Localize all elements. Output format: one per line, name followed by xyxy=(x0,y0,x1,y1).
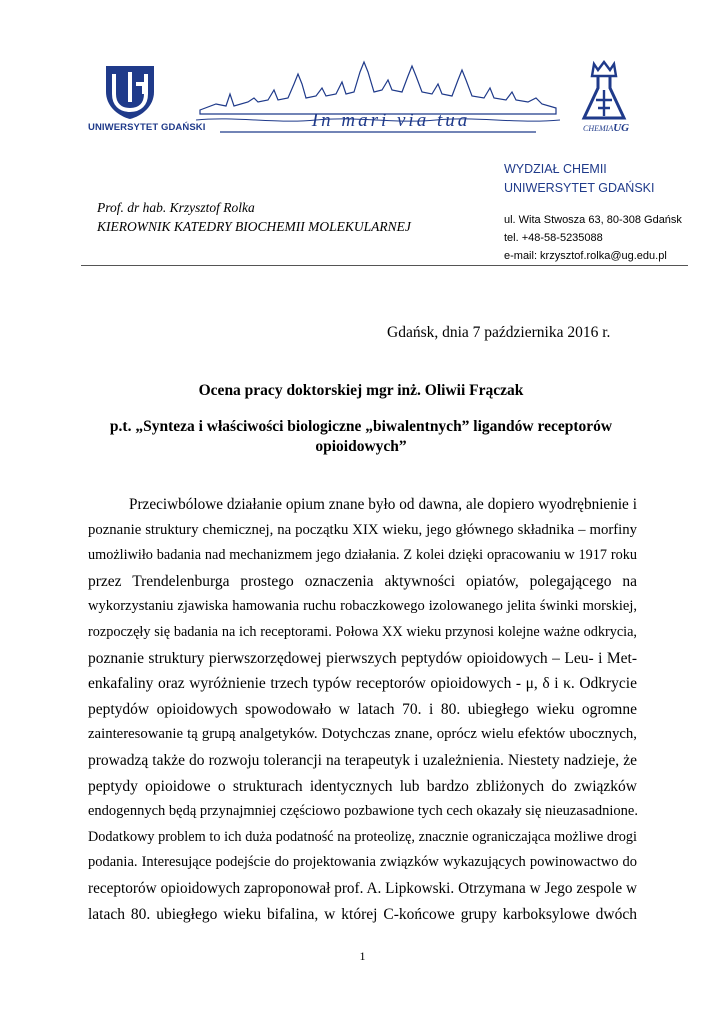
paragraph-line: peptydy opioidowe o strukturach identycznych lub bardzo zbliżonych do związków xyxy=(88,777,637,795)
chemistry-logo-text xyxy=(583,122,629,134)
chemistry-logo-ug: UG xyxy=(613,122,630,134)
paragraph-line: enkafaliny oraz wyróżnienie trzech typów receptorów opioidowych - μ, δ i κ. Odkrycie xyxy=(88,675,637,693)
paragraph-line: poznanie struktury pierwszorzędowej pierwszych peptydów opioidowych – Leu- i Met- xyxy=(88,649,637,667)
author-block xyxy=(97,198,411,236)
university-shield-icon xyxy=(100,64,160,120)
paragraph-line: zainteresowanie tą grupą analgetyków. Dotychczas znane, oprócz wielu efektów ubocznych, xyxy=(88,726,637,743)
department-block xyxy=(504,160,654,198)
page-number: 1 xyxy=(359,949,366,963)
department-name: WYDZIAŁ CHEMII xyxy=(504,162,607,176)
university-logo-text: UNIWERSYTET GDAŃSKI xyxy=(88,122,206,133)
contact-block xyxy=(504,211,682,265)
paragraph-line: poznanie struktury chemicznej, na początku XIX wieku, jego głównego składnika – morfiny xyxy=(88,521,637,538)
paragraph-line: umożliwiło badania nad mechanizmem jego działania. Z kolei dzięki opracowaniu w 1917 roku xyxy=(88,547,637,564)
header-divider xyxy=(81,265,688,266)
paragraph-line: peptydów opioidowych spowodowało w latach 70. i 80. ubiegłego wieku ogromne xyxy=(88,700,637,718)
paragraph-line: podania. Interesujące podejście do projektowania związków wykazujących powinowactwo do xyxy=(88,854,637,871)
body-paragraph xyxy=(88,492,637,927)
chemistry-logo-word: CHEMIA xyxy=(583,124,614,133)
thesis-title: p.t. „Synteza i właściwości biologiczne „biwalentnych” ligandów receptorów opioidowych” xyxy=(109,418,613,455)
university-logo xyxy=(88,64,206,146)
department-university: UNIWERSYTET GDAŃSKI xyxy=(504,181,655,195)
author-name: Prof. dr hab. Krzysztof Rolka xyxy=(97,200,255,215)
paragraph-line: rozpoczęły się badania na ich receptorami. Połowa XX wieku przynosi kolejne ważne odkrycia, xyxy=(88,623,637,640)
date-line: Gdańsk, dnia 7 października 2016 r. xyxy=(387,324,611,341)
paragraph-line: prowadzą także do rozwoju tolerancji na terapeutyk i uzależnienia. Niestety nadzieje, że xyxy=(88,751,637,769)
paragraph-line: endogennych będą przynajmniej częściowo pozbawione tych cech okazały się nieuzasadnione. xyxy=(88,803,638,820)
author-role: KIEROWNIK KATEDRY BIOCHEMII MOLEKULARNEJ xyxy=(97,219,411,234)
contact-email: e-mail: krzysztof.rolka@ug.edu.pl xyxy=(504,250,667,262)
paragraph-line: Dodatkowy problem to ich duża podatność na proteolizę, znacznie ograniczająca możliwe drogi xyxy=(88,828,637,845)
paragraph-line: wykorzystaniu zjawiska hamowania ruchu robaczkowego izolowanego jelita świnki morskiej, xyxy=(88,598,637,615)
contact-phone: tel. +48-58-5235088 xyxy=(504,232,603,244)
contact-address: ul. Wita Stwosza 63, 80-308 Gdańsk xyxy=(504,214,682,226)
review-title: Ocena pracy doktorskiej mgr inż. Oliwii Frączak xyxy=(198,382,524,399)
university-motto: In mari via tua xyxy=(311,110,471,131)
paragraph-line: receptorów opioidowych zaproponował prof. A. Lipkowski. Otrzymana w Jego zespole w xyxy=(88,879,637,897)
paragraph-line: przez Trendelenburga prostego oznaczenia aktywności opiatów, polegającego na xyxy=(88,572,637,590)
paragraph-line: Przeciwbólowe działanie opium znane było od dawna, ale dopiero wyodrębnienie i xyxy=(129,496,637,513)
paragraph-line: latach 80. ubiegłego wieku bifalina, w której C-końcowe grupy karboksylowe dwóch xyxy=(88,905,637,923)
